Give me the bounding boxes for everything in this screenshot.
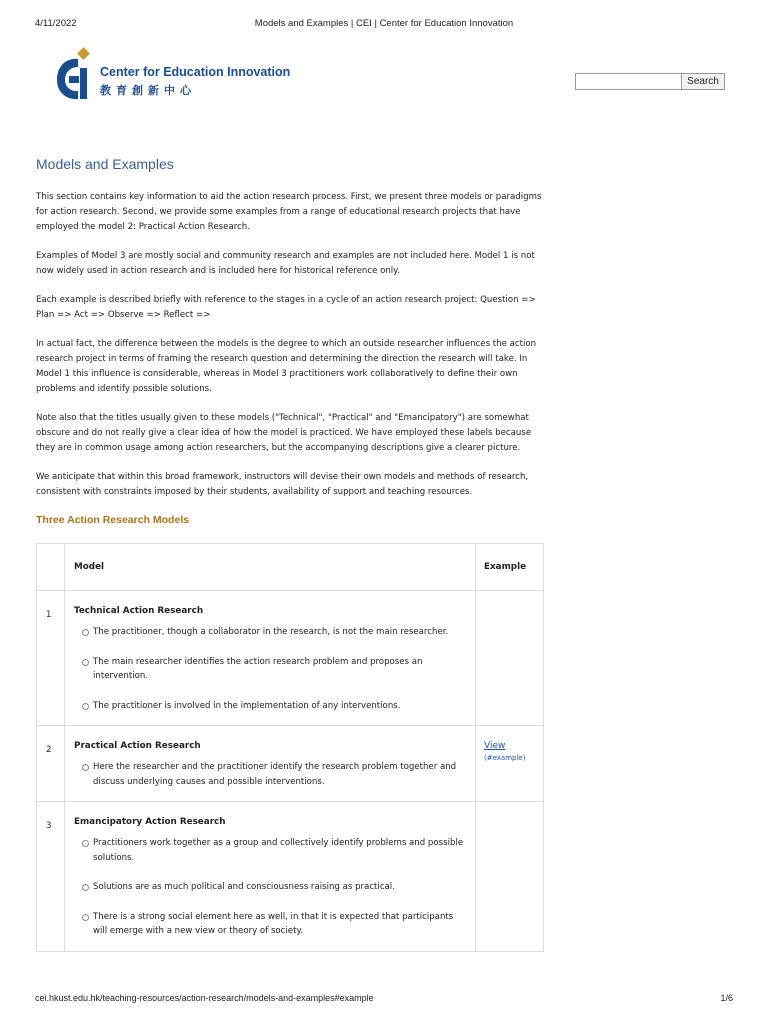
circle-bullet-icon — [82, 764, 89, 771]
row-number: 3 — [37, 802, 65, 952]
model-points — [74, 836, 465, 939]
list-item — [82, 699, 465, 714]
point-text: Practitioners work together as a group and collectively identify problems and possible solutions. — [93, 838, 464, 863]
list-item — [82, 655, 465, 684]
model-cell — [65, 726, 476, 802]
print-footer — [35, 993, 733, 1005]
print-page-number: 1/6 — [720, 993, 733, 1003]
logo-text-chinese: 教育創新中心 — [100, 84, 196, 97]
point-text: The practitioner is involved in the implementation of any interventions. — [93, 700, 401, 711]
logo-text-english: Center for Education Innovation — [100, 65, 291, 79]
row-number: 1 — [37, 591, 65, 726]
example-cell — [476, 591, 544, 726]
circle-bullet-icon — [82, 840, 89, 847]
view-example-link[interactable]: View — [484, 741, 506, 751]
point-text: Solutions are as much political and consciousness raising as practical. — [93, 882, 395, 892]
circle-bullet-icon — [82, 884, 89, 891]
model-name: Technical Action Research — [74, 606, 204, 616]
circle-bullet-icon — [82, 629, 89, 636]
list-item — [82, 910, 465, 939]
point-text: The main researcher identifies the action research problem and proposes an intervention. — [93, 656, 423, 681]
model-cell — [65, 802, 476, 952]
intro-paragraph: Note also that the titles usually given to these models ("Technical", "Practical" and "Emancipatory") are somewhat obscure and do not really give a clear idea of how the model is practiced. We have employed these labels because they are in common usage among action researchers, but the accompanying descriptions give a clearer picture. — [36, 413, 532, 453]
header-example: Example — [476, 544, 544, 591]
row-number: 2 — [37, 726, 65, 802]
example-anchor-text: (#example) — [484, 754, 526, 762]
header-number — [37, 544, 65, 591]
intro-paragraph: Each example is described briefly with reference to the stages in a cycle of an action research project: Question => Plan => Act => Observe => Reflect => — [36, 295, 536, 320]
search-input[interactable] — [575, 73, 682, 90]
intro-content — [36, 190, 546, 514]
list-item — [82, 880, 465, 895]
intro-paragraph: Examples of Model 3 are mostly social and community research and examples are not included here. Model 1 is not now widely used in action research and is included here for historical reference only. — [36, 250, 535, 276]
model-points — [74, 625, 465, 713]
example-cell — [476, 802, 544, 952]
point-text: Here the researcher and the practitioner identify the research problem together and discuss underlying causes and possible interventions. — [93, 762, 457, 787]
print-page-title: Models and Examples | CEI | Center for Education Innovation — [254, 18, 514, 29]
point-text: The practitioner, though a collaborator in the research, is not the main researcher. — [93, 627, 449, 637]
example-cell — [476, 726, 544, 802]
model-cell — [65, 591, 476, 726]
intro-paragraph: This section contains key information to aid the action research process. First, we present three models or paradigms for action research. Second, we provide some examples from a range of educational research projects that have employed the model 2: Practical Action Research. — [36, 192, 542, 232]
table-row — [37, 591, 544, 726]
section-heading: Three Action Research Models — [36, 514, 190, 526]
model-name: Emancipatory Action Research — [74, 817, 226, 827]
header-model: Model — [65, 544, 476, 591]
models-table — [36, 543, 544, 952]
intro-paragraph: We anticipate that within this broad framework, instructors will devise their own models and methods of research, consistent with constraints imposed by their students, availability of support and teaching resources. — [36, 472, 529, 497]
list-item — [82, 625, 465, 640]
table-row — [37, 802, 544, 952]
circle-bullet-icon — [82, 703, 89, 710]
circle-bullet-icon — [82, 659, 89, 666]
point-text: There is a strong social element here as well, in that it is expected that participants will emerge with a new view or theory of society. — [93, 911, 454, 936]
print-date: 4/11/2022 — [35, 18, 77, 29]
cei-logo[interactable] — [54, 46, 314, 102]
search-button[interactable]: Search — [681, 73, 725, 90]
print-header — [35, 18, 733, 32]
intro-paragraph: In actual fact, the difference between the models is the degree to which an outside researcher influences the action research project in terms of framing the research question and determining the direction the research will take. In Model 1 this influence is considerable, whereas in Model 3 practitioners work collaboratively to define their own problems and identify possible solutions. — [36, 339, 537, 394]
print-url: cei.hkust.edu.hk/teaching-resources/action-research/models-and-examples#example — [35, 993, 374, 1003]
model-name: Practical Action Research — [74, 741, 201, 751]
list-item — [82, 836, 465, 865]
list-item — [82, 760, 465, 789]
page-title: Models and Examples — [36, 156, 174, 172]
table-row — [37, 726, 544, 802]
table-header-row — [37, 544, 544, 591]
circle-bullet-icon — [82, 914, 89, 921]
cei-logo-mark-icon — [54, 46, 98, 102]
model-points — [74, 760, 465, 789]
